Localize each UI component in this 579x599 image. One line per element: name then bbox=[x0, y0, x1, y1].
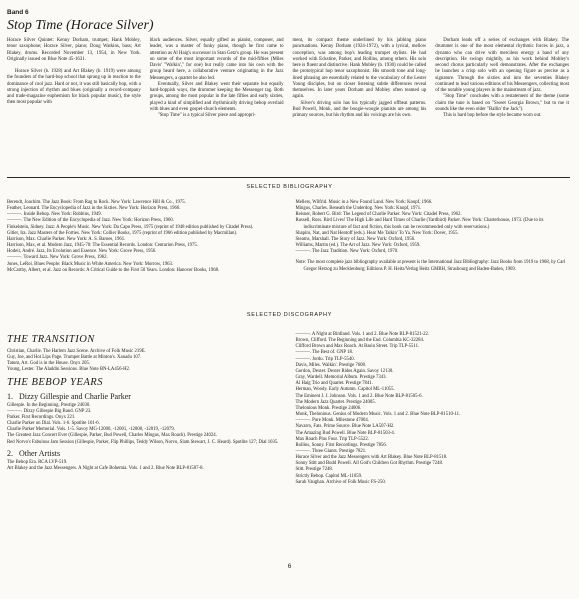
disc-entry: Christian, Charlie. The Harlem Jazz Scene. Archive of Folk Music 219E. bbox=[7, 349, 146, 354]
bebop-heading: THE BEBOP YEARS bbox=[7, 376, 103, 388]
bib-entry: Russell, Ross. Bird Lives! The High Life and Hard Times of Charlie (Yardbird) Parker. New York: Charterhouse, 1973. (Due to its indiscriminate mixture of fact and fiction, this book can be recommended only with reservations.) bbox=[295, 218, 544, 230]
subsection-gillespie-parker bbox=[7, 392, 282, 401]
liner-paragraph: black audiences. Silver, equally gifted as pianist, composer, and leader, was a master of funky piano, though he first came to attention as Al Haig's successor in Stan Getz's group. He was present on some of the most important records of the mid-fifties (Miles Davis' "Walkin'," for one) but really came into his own with the group heard here, a collaborative venture originating in the Jazz Messengers, a quartet he also led. bbox=[149, 38, 284, 81]
subsection-other-artists bbox=[7, 449, 282, 458]
disc-entry: ———. Three Giants. Prestige 7821. bbox=[295, 448, 367, 454]
disc-entry: Gordon, Dexter. Dexter Rides Again. Savoy 12130. bbox=[295, 368, 394, 374]
disc-entry: Guy, Joe, and Hot Lips Page. Trumpet Battle at Minton's. Xanadu 107. bbox=[7, 355, 142, 361]
disc-entry: Charlie Parker on Dial. Vols. 1-6. Spotlite 101-6. bbox=[7, 421, 100, 427]
liner-paragraph: Eventually, Silver and Blakey went their separate but equally hard-boppish ways, the drummer keeping the Messenger tag. Both groups, among the most popular in the late fifties and early sixties, played a kind of simplified and rhythmically driving bebop overlaid with blues and even gospel-church elements. bbox=[149, 81, 284, 112]
disc-entry: Navarro, Fats. Prime Source. Blue Note LA507-H2. bbox=[295, 424, 395, 430]
bib-note: Note: The most complete jazz bibliography available at present is the International Jazz Bibliography: Jazz Books from 1919 to 1968, by Carl Gregor Herzog zu Mecklenburg; Editions P. H. Heitz/Verlag Heitz GMBH, Strasbourg and Baden-Baden, 1969. bbox=[295, 260, 566, 272]
disc-entry: Stitt. Prestige 7248. bbox=[295, 467, 333, 473]
disc-entry: Herman, Woody. Early Autumn. Capitol ML-11055. bbox=[295, 387, 395, 393]
disc-entry: Max Roach Plus Four. Trip TLP-5522. bbox=[295, 436, 369, 442]
liner-paragraph: "Stop Time" is a typical Silver piece and appropri- bbox=[157, 113, 256, 118]
page-number: 6 bbox=[287, 563, 292, 570]
bib-entry: ———. The New Edition of the Encyclopedia of Jazz. New York: Horizon Press, 1960. bbox=[7, 218, 174, 224]
bib-entry: Berendt, Joachim. The Jazz Book: From Rag to Rock. New York: Lawrence Hill & Co., 1975. bbox=[7, 200, 186, 205]
disc-entry: Parker. First Recordings. Onyx 221. bbox=[7, 414, 76, 420]
bib-entry: ———. Toward Jazz. New York: Grove Press, 1962. bbox=[7, 255, 108, 261]
liner-notes bbox=[7, 38, 569, 119]
disc-entry: Monk, Thelonious. Genius of Modern Music. Vols. 1 and 2. Blue Note BLP-81510-11. bbox=[295, 412, 461, 418]
bib-entry: Mellers, Wilfrid. Music in a New Found Land. New York: Knopf, 1966. bbox=[295, 200, 433, 205]
bib-entry: Mingus, Charles. Beneath the Underdog. New York: Knopf, 1971. bbox=[295, 206, 422, 212]
disc-entry: Sonny Stitt and Budd Powell. All God's Children Got Rhythm. Prestige 7248. bbox=[295, 461, 444, 467]
liner-paragraph: This is hard bop before the style became worn out. bbox=[443, 113, 542, 118]
bib-entry: Harrison, Max, et al. Modern Jazz, 1945-70: The Essential Records. London: Centurion Press, 1975. bbox=[7, 243, 198, 249]
bib-entry: Jones, LeRoi. Blues People: Black Music in White America. New York: Morrow, 1963. bbox=[7, 261, 174, 267]
band-label: Band 6 bbox=[7, 9, 29, 16]
disc-entry: Young, Lester. The Aladdin Sessions. Blue Note BN-LA456-H2. bbox=[7, 367, 131, 373]
subsection-number: 1. bbox=[7, 391, 13, 401]
disc-entry: Al Haig Trio and Quartet. Prestige 7841. bbox=[295, 381, 373, 387]
liner-paragraph: Silver's driving solo has his typically jagged offbeat patterns. Bud Powell, Monk, and the boogie-woogie pianists are among his primary sources, but his rhythm and his voicings are his own. bbox=[292, 100, 427, 118]
disc-entry: Sarah Vaughan. Archive of Folk Music FS-250. bbox=[295, 479, 386, 485]
disc-entry: ———. Pure Monk. Milestone 47004. bbox=[295, 418, 369, 424]
bib-entry: Williams, Martin (ed.). The Art of Jazz. New York: Oxford, 1959. bbox=[295, 243, 421, 249]
disc-entry: The Bebop Era. RCA LVP-519. bbox=[7, 459, 68, 465]
liner-paragraph: Horace Silver (b. 1928) and Art Blakey (b. 1919) were among the founders of the hard-bop school that sprang up in reaction to the dominance of cool jazz. Hard or not, it was still basically bop, with a strong injection of rhythm and blues (originally a record-company and trade-magazine euphemism for black popular music), the style then most popular with bbox=[7, 69, 141, 106]
subsection-number: 2. bbox=[7, 448, 13, 458]
bib-entry: Shapiro, Nat, and Nat Hentoff (eds.). Hear Me Talkin' To Ya. New York: Dover, 1955. bbox=[295, 230, 459, 236]
bib-entry: ———. The Jazz Tradition. New York: Oxford, 1970. bbox=[295, 249, 399, 255]
bib-entry: Gitler, Ira. Jazz Masters of the Forties. New York: Collier Books, 1975 (reprint of 1966 edition published by Macmillan). bbox=[7, 230, 238, 236]
disc-entry: The Amazing Bud Powell. Blue Note BLP-81503-4. bbox=[295, 430, 395, 436]
disc-entry: Charlie Parker Memorial. Vols. 1-5. Savoy MG-12000, -12001, -12008, -12019, -12079. bbox=[7, 427, 175, 433]
discography-heading: SELECTED DISCOGRAPHY bbox=[246, 312, 333, 318]
disc-entry: Davis, Miles. Walkin'. Prestige 7608. bbox=[295, 362, 367, 368]
disc-entry: Tatum, Art. God is in the House. Onyx 205. bbox=[7, 361, 91, 367]
bib-entry: Stearns, Marshall. The Story of Jazz. New York: Oxford, 1956. bbox=[295, 236, 416, 242]
discography-left bbox=[7, 331, 282, 486]
disc-entry: Art Blakey and the Jazz Messengers. A Night at Cafe Bohemia. Vols. 1 and 2. Blue Note BLP-81507-8. bbox=[7, 465, 204, 471]
disc-entry: Horace Silver and the Jazz Messengers with Art Blakey. Blue Note BLP-81518. bbox=[295, 455, 448, 461]
subsection-title: Dizzy Gillespie and Charlie Parker bbox=[19, 391, 131, 401]
discography-right bbox=[296, 331, 571, 486]
disc-entry: ———. Dizzy Gillespie Big Band. GNP 23. bbox=[7, 408, 92, 414]
disc-entry: ———. A Night at Birdland. Vols. 1 and 2. Blue Note BLP-81521-22. bbox=[295, 332, 430, 337]
band-title: Stop Time (Horace Silver) bbox=[7, 18, 154, 33]
disc-entry: Strictly Bebop. Capitol ML-11059. bbox=[295, 473, 363, 479]
liner-paragraph: ment, its compact theme underlined by his jabbing piano punctuations. Kenny Dorham (1924-1972), with a lyrical, mellow conception, was among bop's leading trumpet stylists. He had worked with Eckstine, Parker, and Rollins, among others. His solo here is fluent and distinctive. Hank Mobley (b. 1930) could be called the prototypical hop tenor saxophonist. His smooth tone and long-lined phrasing are essentially related to the vocabulary of the Lester Young disciples, but on closer listening subtle differences reveal themselves. In later years Dorham and Mobley often teamed up again. bbox=[292, 38, 427, 100]
liner-notes-column-3 bbox=[293, 38, 427, 119]
liner-paragraph: Horace Silver Quintet: Kenny Dorham, trumpet; Hank Mobley, tenor saxophone; Horace Silver, piano; Doug Watkins, bass; Art Blakey, drums. Recorded November 13, 1954, in New York. Originally issued on Blue Note 45-1631. bbox=[7, 38, 141, 62]
disc-entry: The Greatest Jazz Concert Ever (Gillespie, Parker, Bud Powell, Charles Mingus, Max Roach). Prestige 24024. bbox=[7, 433, 217, 439]
section-divider bbox=[7, 177, 570, 178]
disc-entry: Red Norvo's Fabulous Jam Session (Gillespie, Parker, Flip Phillips, Teddy Wilson, Norvo, Slam Stewart, J. C. Heard). Spotlite 127; Dial 1035. bbox=[7, 439, 279, 445]
bibliography bbox=[7, 200, 570, 274]
bib-entry: McCarthy, Albert, et al. Jazz on Records: A Critical Guide to the First 50 Years. London: Hanover Books, 1968. bbox=[7, 267, 220, 273]
disc-entry: Brown, Clifford. The Beginning and the End. Columbia KC-32284. bbox=[295, 338, 425, 344]
bib-entry: ———. Inside Bebop. New York: Robbins, 1949. bbox=[7, 212, 102, 218]
disc-entry: Clifford Brown and Max Roach. At Basin Street. Trip TLP-5511. bbox=[295, 344, 420, 350]
bibliography-heading: SELECTED BIBLIOGRAPHY bbox=[246, 184, 333, 190]
bib-entry: Feather, Leonard. The Encyclopedia of Jazz in the Sixties. New York: Horizon Press, 1966. bbox=[7, 206, 181, 212]
liner-notes-column-1 bbox=[7, 38, 141, 119]
bib-entry: Harrison, Max. Charlie Parker. New York: A. S. Barnes, 1961. bbox=[7, 236, 126, 242]
disc-entry: The Modern Jazz Quartet. Prestige 24005. bbox=[295, 399, 376, 405]
disc-entry: Gray, Wardell. Memorial Album. Prestige 7343. bbox=[295, 375, 387, 381]
liner-notes-column-4 bbox=[435, 38, 569, 119]
disc-entry: Rollins, Sonny. First Recordings. Prestige 7856. bbox=[295, 442, 387, 448]
disc-entry: ———. The Best of. GNP 18. bbox=[295, 350, 354, 356]
bibliography-right bbox=[296, 200, 571, 274]
disc-entry: Thelonious Monk. Prestige 24006. bbox=[295, 405, 362, 411]
bib-entry: Finkelstein, Sidney. Jazz: A People's Music. New York: Da Capo Press, 1975 (reprint of 1948 edition published by Citadel Press). bbox=[7, 224, 254, 230]
subsection-title: Other Artists bbox=[19, 448, 61, 458]
disc-entry: The Eminent J. J. Johnson. Vols. 1 and 2. Blue Note BLP-81505-6. bbox=[295, 393, 423, 399]
bib-entry: Hodeir, André. Jazz, Its Evolution and Essence. New York: Grove Press, 1956. bbox=[7, 249, 157, 255]
liner-notes-column-2 bbox=[150, 38, 284, 119]
liner-paragraph: Dorham leads off a series of exchanges with Blakey. The drummer is one of the most elemental rhythmic forces in jazz, a dynamo who can drive with merciless energy a band of any description. He swings mightily, as his work behind Mobley's second chorus particularly well demonstrates. After the exchanges he launches a crisp solo with an opening figure as precise as a signature. Through the sixties and into the seventies Blakey continued to lead various editions of his Messengers, collecting most of the notable young players in the mainstream of jazz. bbox=[435, 38, 569, 93]
disc-entry: ———. Jordu. Trip TLP-5540. bbox=[295, 356, 355, 362]
bib-entry: Reisner, Robert G. Bird: The Legend of Charlie Parker. New York: Citadel Press, 1962. bbox=[295, 212, 462, 218]
transition-heading: THE TRANSITION bbox=[7, 334, 95, 345]
bibliography-left bbox=[7, 200, 282, 274]
liner-paragraph: "Stop Time" concludes with a restatement of the theme (some claim the tune is based on "Sweet Georgia Brown," but to me it sounds like the even older "Ballin' the Jack"). bbox=[435, 94, 569, 112]
discography bbox=[7, 331, 570, 486]
disc-entry: Gillespie. In the Beginning. Prestige 24030. bbox=[7, 402, 91, 408]
